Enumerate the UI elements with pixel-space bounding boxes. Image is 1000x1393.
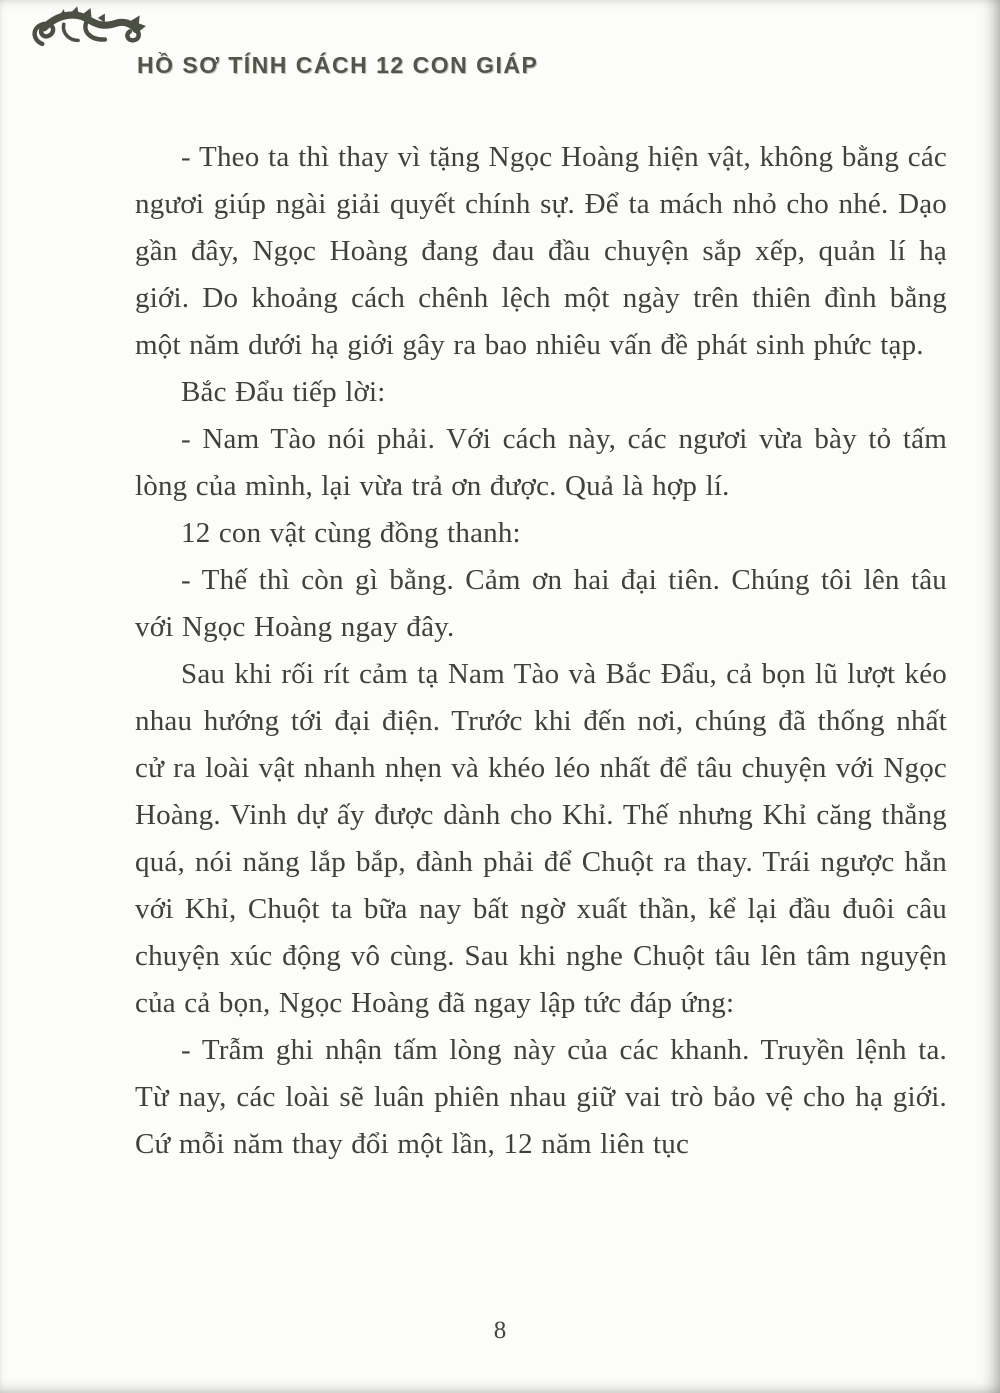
paragraph-6: Sau khi rối rít cảm tạ Nam Tào và Bắc Đẩu, cả bọn lũ lượt kéo nhau hướng tới đại điện. Trước khi đến nơi, chúng đã thống nhất cử ra loài vật nhanh nhẹn và khéo léo nhất để tâu chuyện với Ngọc Hoàng. Vinh dự ấy được dành cho Khỉ. Thế nhưng Khỉ căng thẳng quá, nói năng lắp bắp, đành phải để Chuột ra thay. Trái ngược hẳn với Khỉ, Chuột ta bữa nay bất ngờ xuất thần, kể lại đầu đuôi câu chuyện xúc động vô cùng. Sau khi nghe Chuột tâu lên tâm nguyện của cả bọn, Ngọc Hoàng đã ngay lập tức đáp ứng: — [135, 658, 947, 1019]
dragon-icon — [28, 6, 146, 64]
page-body — [135, 134, 947, 1168]
page-number: 8 — [493, 1317, 507, 1344]
page-footer — [0, 1317, 1000, 1345]
page-header — [0, 0, 1000, 110]
paragraph-2: Bắc Đẩu tiếp lời: — [181, 376, 386, 408]
book-title: HỒ SƠ TÍNH CÁCH 12 CON GIÁP — [137, 52, 539, 78]
paragraph-7: - Trẫm ghi nhận tấm lòng này của các khanh. Truyền lệnh ta. Từ nay, các loài sẽ luân phiên nhau giữ vai trò bảo vệ cho hạ giới. Cứ mỗi năm thay đổi một lần, 12 năm liên tục — [135, 1034, 947, 1160]
paragraph-3: - Nam Tào nói phải. Với cách này, các ngươi vừa bày tỏ tấm lòng của mình, lại vừa trả ơn được. Quả là hợp lí. — [135, 423, 947, 502]
paragraph-5: - Thế thì còn gì bằng. Cảm ơn hai đại tiên. Chúng tôi lên tâu với Ngọc Hoàng ngay đây. — [135, 564, 947, 643]
paragraph-1: - Theo ta thì thay vì tặng Ngọc Hoàng hiện vật, không bằng các ngươi giúp ngài giải quyết chính sự. Để ta mách nhỏ cho nhé. Dạo gần đây, Ngọc Hoàng đang đau đầu chuyện sắp xếp, quản lí hạ giới. Do khoảng cách chênh lệch một ngày trên thiên đình bằng một năm dưới hạ giới gây ra bao nhiêu vấn đề phát sinh phức tạp. — [135, 141, 947, 361]
paragraph-4: 12 con vật cùng đồng thanh: — [181, 517, 521, 549]
